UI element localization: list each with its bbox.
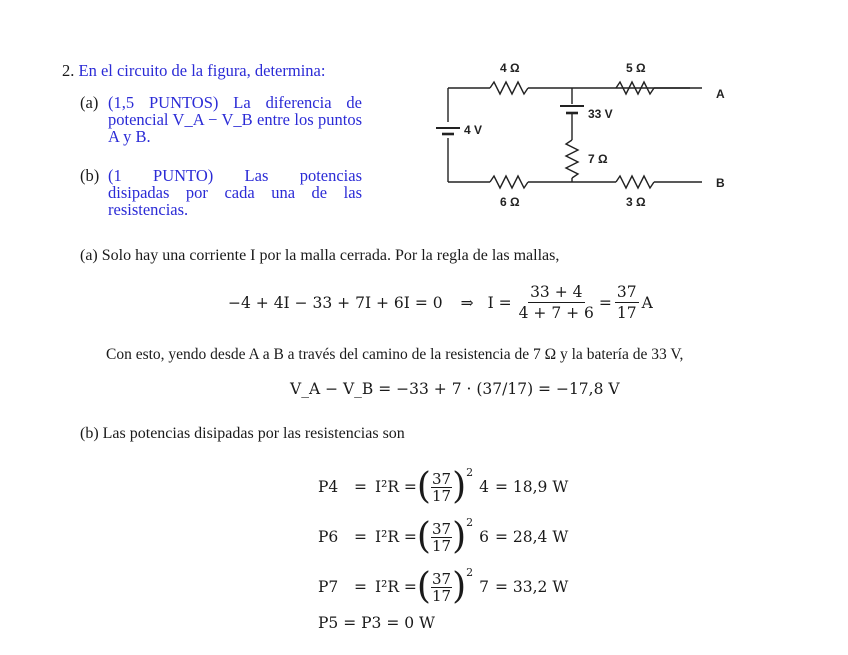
power-factor: 7 [479, 578, 489, 596]
power-row: P6 = I²R = ( 37 17 ) $^2$ 6 = 28,4 W [318, 516, 569, 557]
power-lhs: P6 [318, 528, 339, 546]
resistor-7-ohm [566, 140, 578, 178]
part-a-label: (a) [80, 93, 99, 112]
circuit-diagram [420, 48, 750, 223]
equation-1 [228, 283, 653, 322]
eq1-result-fraction [615, 283, 639, 322]
power-equations [318, 462, 568, 632]
solution-a-text: Solo hay una corriente I por la malla cerrada. Por la regla de las mallas, [101, 247, 560, 264]
label-r-7: 7 Ω [588, 152, 608, 166]
resistor-6-ohm [490, 176, 528, 188]
eq1-fraction-den: 4 + 7 + 6 [518, 304, 594, 322]
eq1-left: −4 + 4I − 33 + 7I + 6I = 0 [228, 293, 443, 312]
equation-2: V_A − V_B = −33 + 7 · (37/17) = −17,8 V [290, 380, 620, 398]
label-r-3: 3 Ω [626, 195, 646, 209]
power-result: = 33,2 W [494, 578, 569, 596]
eq1-unit: A [641, 293, 653, 312]
power-row: P7 = I²R = ( 37 17 ) $^2$ 7 = 33,2 W [318, 566, 569, 607]
eq1-result-num: 37 [616, 283, 637, 301]
eq1-result-den: 17 [616, 304, 637, 322]
power-factor: 4 [479, 478, 489, 496]
solution-b-label: (b) [80, 425, 99, 442]
power-lhs: P7 [318, 578, 339, 596]
power-mid: I²R = [375, 578, 417, 596]
power-factor: 6 [479, 528, 489, 546]
question-intro: En el circuito de la figura, determina: [78, 61, 326, 80]
solution-b [80, 425, 405, 443]
solution-a [80, 247, 559, 265]
label-battery-33v: 33 V [588, 107, 613, 121]
power-mid: I²R = [375, 478, 417, 496]
power-result: = 18,9 W [494, 478, 569, 496]
part-b-label: (b) [80, 166, 100, 185]
eq1-fraction-num: 33 + 4 [530, 283, 583, 301]
power-lhs: P4 [318, 478, 339, 496]
label-r-6: 6 Ω [500, 195, 520, 209]
power-fraction: 37 17 [431, 569, 452, 605]
node-b-label: B [716, 176, 725, 190]
label-r-5: 5 Ω [626, 61, 646, 75]
resistor-3-ohm [616, 176, 654, 188]
question-number: 2. [62, 61, 75, 80]
part-b-line-2: disipadas por cada una de las [108, 183, 362, 202]
power-result: = 28,4 W [494, 528, 569, 546]
power-fraction: 37 17 [431, 469, 452, 505]
resistor-4-ohm [490, 82, 528, 94]
eq1-var: I = [487, 293, 512, 312]
part-b-line-3: resistencias. [108, 200, 189, 219]
label-r-4: 4 Ω [500, 61, 520, 75]
eq1-arrow: ⇒ [460, 293, 474, 312]
node-a-label: A [716, 87, 725, 101]
eq1-fraction [517, 283, 596, 322]
part-a-line-2: potencial V_A − V_B entre los puntos [108, 110, 362, 129]
power-mid: I²R = [375, 528, 417, 546]
part-a-line-3: A y B. [108, 127, 151, 146]
eq1-equals: = [598, 293, 612, 312]
solution-a-label: (a) [80, 247, 98, 264]
power-row: P4 = I²R = ( 37 17 ) $^2$ 4 = 18,9 W [318, 466, 569, 507]
part-b-question [108, 167, 362, 218]
part-b-line-1: (1 PUNTO) Las potencias [108, 166, 362, 185]
question-header [62, 62, 325, 79]
power-fraction: 37 17 [431, 519, 452, 555]
part-a-line-1: (1,5 PUNTOS) La diferencia de [108, 93, 362, 112]
part-a-question [108, 94, 362, 145]
solution-b-text: Las potencias disipadas por las resistencias son [102, 425, 405, 442]
solution-text-2: Con esto, yendo desde A a B a través del camino de la resistencia de 7 Ω y la batería de 33 V, [106, 346, 684, 363]
label-battery-4v: 4 V [464, 123, 483, 137]
power-last: P5 = P3 = 0 W [318, 614, 435, 632]
